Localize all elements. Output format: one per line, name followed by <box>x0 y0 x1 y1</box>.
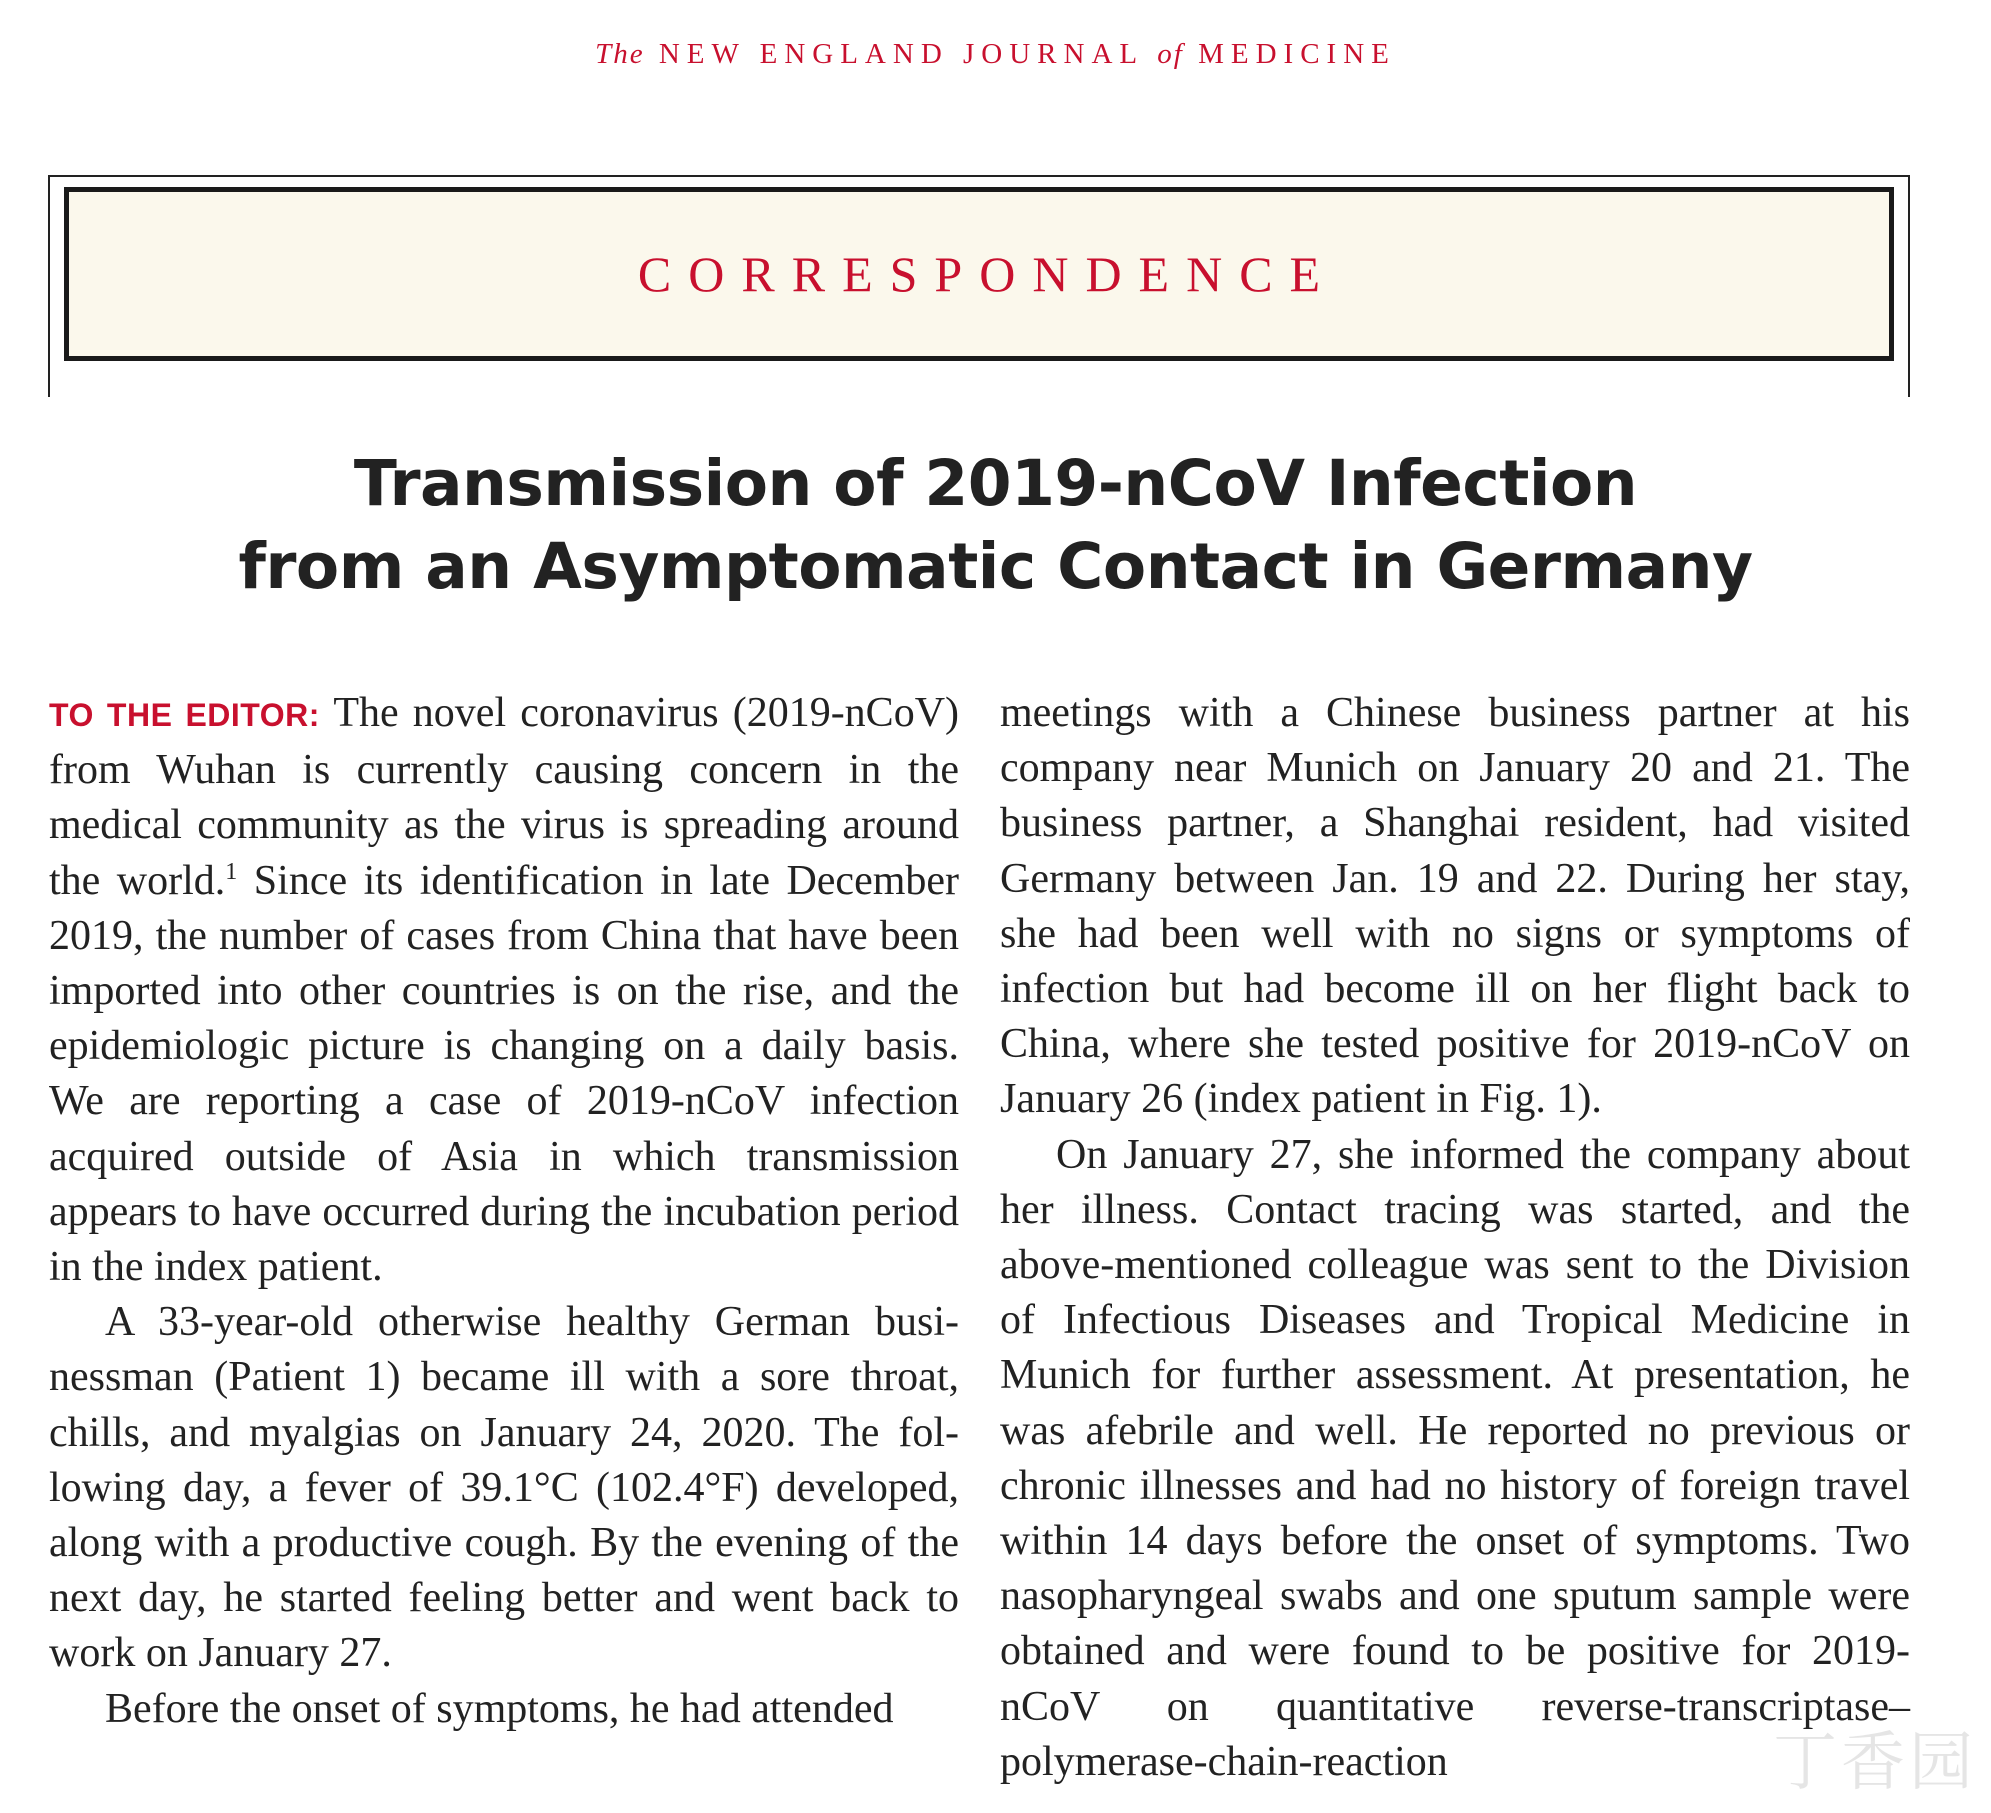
paragraph-4: On January 27, she informed the company about her illness. Contact tracing was started, and the above-mentioned colleague was sent to the Division of Infectious Diseases and Tropical Medicine in Munich for further assessment. At presentation, he was afebrile and well. He reported no previous or chronic illnesses and had no history of foreign travel within 14 days before the onset of symptoms. Two nasopharyngeal swabs and one sputum sample were obtained and were found to be positive for 2019-nCoV on quantitative reverse-transcriptase–polymerase-chain-reaction <box>1000 1131 1910 1785</box>
paragraph-1-text-b: Since its identification in late December 2019, the number of cases from China that have been imported into other countries is on the rise, and the epidemiologic picture is changing on a daily basis. We are reporting a case of 2019-nCoV infection acquired outside of Asia in which transmission appears to have occurred during the incubation period in the index patient. <box>49 857 960 1291</box>
body-column-right <box>1000 686 1910 1790</box>
paragraph-3-continued: meetings with a Chinese business partner at his company near Munich on January 20 and 21. The business partner, a Shanghai resident, had visited Germany between Jan. 19 and 22. During her stay, she had been well with no signs or symptoms of infection but had become ill on her flight back to China, where she tested positive for 2019-nCoV on January 26 (index patient in Fig. 1). <box>1000 690 1910 1123</box>
site-watermark: 丁香园 <box>1773 1726 1977 1800</box>
section-banner <box>64 187 1894 361</box>
journal-name-part-2: MEDICINE <box>1198 38 1396 70</box>
journal-name-of: of <box>1157 38 1184 70</box>
journal-running-header <box>0 38 1991 71</box>
journal-name-the: The <box>595 38 645 70</box>
paragraph-1-text-a: The novel coronavirus (2019-nCoV) from Wuhan is currently causing concern in the medical community as the virus is spreading around the world. <box>49 690 960 904</box>
paragraph-2: A 33-year-old otherwise healthy German businessman (Patient 1) became ill with a sore throat, chills, and myalgias on January 24, 2020. The following day, a fever of 39.1°C (102.4°F) developed, along with a productive cough. By the evening of the next day, he started feeling better and went back to work on January 27. <box>49 1299 959 1677</box>
article-title-line-2: from an Asymptomatic Contact in Germany <box>238 530 1753 603</box>
paragraph-3-start: Before the onset of symptoms, he had attended <box>105 1685 894 1732</box>
article-title <box>0 442 1991 608</box>
lead-in-label: TO THE EDITOR: <box>49 697 320 733</box>
article-title-line-1: Transmission of 2019-nCoV Infection <box>353 447 1638 520</box>
paragraph-1 <box>49 686 959 1295</box>
section-label: CORRESPONDENCE <box>637 246 1338 302</box>
reference-marker: 1 <box>225 858 238 885</box>
journal-name-part-1: NEW ENGLAND JOURNAL <box>658 38 1144 70</box>
body-column-left <box>49 686 959 1737</box>
